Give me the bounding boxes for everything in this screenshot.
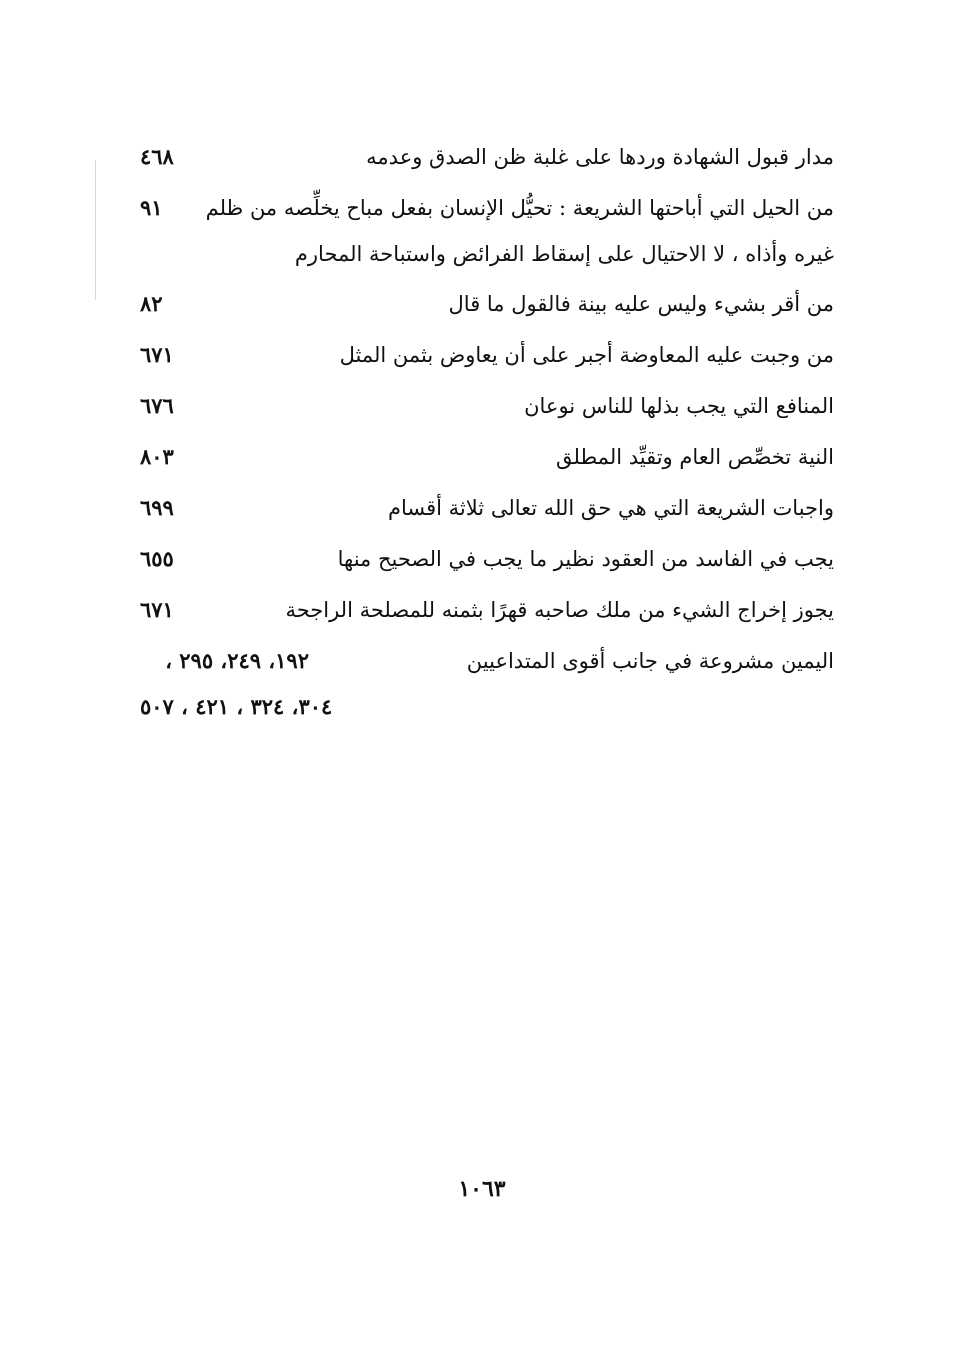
entry-page: ٦٧٦ — [140, 393, 174, 418]
entry-text: النية تخصِّص العام وتقيِّد المطلق — [555, 445, 834, 469]
index-entry-continuation — [140, 234, 834, 282]
entry-text: من الحيل التي أباحتها الشريعة : تحيُّل الإنسان بفعل مباح يخلِّصه من ظلم — [205, 196, 834, 220]
entry-text: غيره وأذاه ، لا الاحتيال على إسقاط الفرائض واستباحة المحارم — [294, 242, 834, 266]
entry-text: مدار قبول الشهادة وردها على غلبة ظن الصدق وعدمه — [366, 145, 834, 169]
entry-page: ٨٢ — [140, 291, 163, 316]
entry-page: ٣٠٤، ٣٢٤ ، ٤٢١ ، ٥٠٧ — [140, 694, 333, 719]
index-entries — [140, 135, 834, 735]
index-entry — [140, 639, 834, 687]
index-entry — [140, 186, 834, 234]
entry-page: ٨٠٣ — [140, 444, 174, 469]
page-number: ١٠٦٣ — [458, 1176, 506, 1202]
index-entry — [140, 588, 834, 639]
index-entry — [140, 435, 834, 486]
index-entry — [140, 333, 834, 384]
entry-page: ٦٧١ — [140, 597, 174, 622]
entry-page: ٩١ — [140, 195, 163, 220]
entry-page: ١٩٢، ٢٤٩، ٢٩٥ ، — [165, 648, 309, 673]
index-entry — [140, 537, 834, 588]
entry-page: ٦٩٩ — [140, 495, 174, 520]
entry-page: ٦٥٥ — [140, 546, 174, 571]
entry-text: من وجبت عليه المعاوضة أجبر على أن يعاوض بثمن المثل — [339, 343, 834, 367]
index-entry-continuation — [140, 687, 834, 735]
entry-text: من أقر بشيء وليس عليه بينة فالقول ما قال — [448, 292, 834, 316]
index-entry — [140, 384, 834, 435]
entry-page: ٤٦٨ — [140, 144, 174, 169]
entry-text: اليمين مشروعة في جانب أقوى المتداعيين — [466, 649, 834, 673]
index-entry — [140, 135, 834, 186]
entry-text: المنافع التي يجب بذلها للناس نوعان — [524, 394, 834, 418]
entry-text: يجوز إخراج الشيء من ملك صاحبه قهرًا بثمنه للمصلحة الراجحة — [285, 598, 834, 622]
entry-text: يجب في الفاسد من العقود نظير ما يجب في الصحيح منها — [337, 547, 834, 571]
index-entry — [140, 486, 834, 537]
index-entry — [140, 282, 834, 333]
entry-text: واجبات الشريعة التي هي حق الله تعالى ثلاثة أقسام — [387, 496, 834, 520]
scan-margin-line — [95, 160, 96, 300]
entry-page: ٦٧١ — [140, 342, 174, 367]
